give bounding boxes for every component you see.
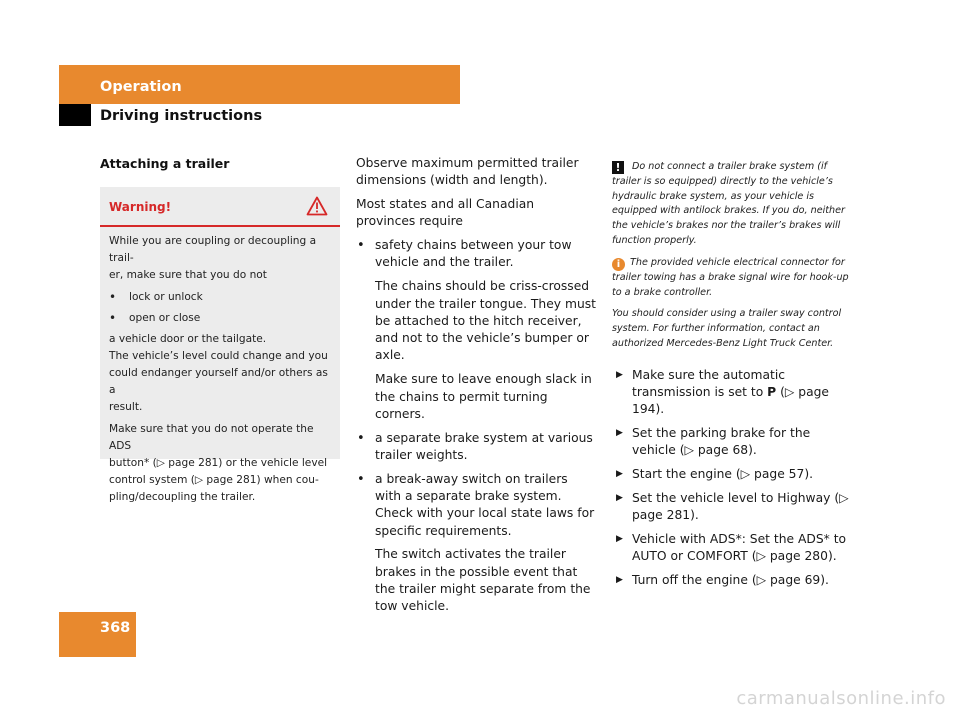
paragraph: Observe maximum permitted trailer dimensions (width and length). xyxy=(356,156,579,188)
instruction-step: ▶ Vehicle with ADS*: Set the ADS* to AUTO or COMFORT (▷ page 280). xyxy=(612,531,857,566)
info-note-continued: You should consider using a trailer sway control system. For further information, contact an authorized Mercedes-Benz Light Truck Center. xyxy=(612,308,842,349)
right-column xyxy=(612,160,857,596)
warning-body xyxy=(100,227,340,506)
warning-final-text: Make sure that you do not operate the ADS button* (▷ page 281) or the vehicle level control system (▷ page 281) when cou- pling/decoupling the trailer. xyxy=(109,423,328,503)
caution-note: ! Do not connect a trailer brake system (if trailer is so equipped) directly to the vehicle’s hydraulic brake system, as your vehicle is equipped with antilock brakes. If you do, neither the vehicle’s brakes nor the trailer’s brakes will function properly. xyxy=(612,161,845,246)
list-item: • a separate brake system at various trailer weights. xyxy=(356,430,596,465)
instruction-step: ▶ Turn off the engine (▷ page 69). xyxy=(612,572,857,589)
page-number: 368 xyxy=(100,620,131,636)
subsection-title: Driving instructions xyxy=(100,108,263,124)
warning-bullet: • open or close xyxy=(109,310,331,327)
header-black-block xyxy=(59,104,91,126)
warning-bullet: • lock or unlock xyxy=(109,289,331,306)
topic-heading: Attaching a trailer xyxy=(100,156,230,171)
warning-triangle-icon xyxy=(306,196,328,216)
instruction-steps xyxy=(612,367,857,590)
list-subparagraph: Make sure to leave enough slack in the chains to permit turning corners. xyxy=(375,372,592,421)
list-item: • safety chains between your tow vehicle and the trailer. xyxy=(356,237,596,272)
paragraph: Most states and all Canadian provinces require xyxy=(356,197,535,229)
section-title: Operation xyxy=(100,79,182,95)
exclamation-icon: ! xyxy=(612,161,624,174)
warning-after-text: a vehicle door or the tailgate. The vehicle’s level could change and you could endanger yourself and/or others as a result. xyxy=(109,333,328,413)
warning-box xyxy=(100,187,340,503)
instruction-step: ▶ Make sure the automatic transmission is set to P (▷ page 194). xyxy=(612,367,857,419)
middle-column xyxy=(356,155,596,622)
warning-title: Warning! xyxy=(109,200,172,214)
info-icon: i xyxy=(612,258,625,271)
list-subparagraph: The switch activates the trailer brakes in the possible event that the trailer might separate from the tow vehicle. xyxy=(375,547,591,614)
info-note: i The provided vehicle electrical connector for trailer towing has a brake signal wire for hook-up to a brake controller. xyxy=(612,256,849,298)
instruction-step: ▶ Set the vehicle level to Highway (▷ page 281). xyxy=(612,490,857,525)
instruction-step: ▶ Start the engine (▷ page 57). xyxy=(612,466,857,483)
warning-intro: While you are coupling or decoupling a trail- er, make sure that you do not xyxy=(109,235,317,281)
instruction-step: ▶ Set the parking brake for the vehicle (▷ page 68). xyxy=(612,425,857,460)
list-subparagraph: The chains should be criss-crossed under the trailer tongue. They must be attached to the hitch receiver, and not to the vehicle’s bumper or axle. xyxy=(375,279,596,363)
warning-header xyxy=(100,187,340,227)
watermark: carmanualsonline.info xyxy=(736,688,946,709)
list-item: • a break-away switch on trailers with a separate brake system. Check with your local state laws for specific requirements. xyxy=(356,471,596,540)
